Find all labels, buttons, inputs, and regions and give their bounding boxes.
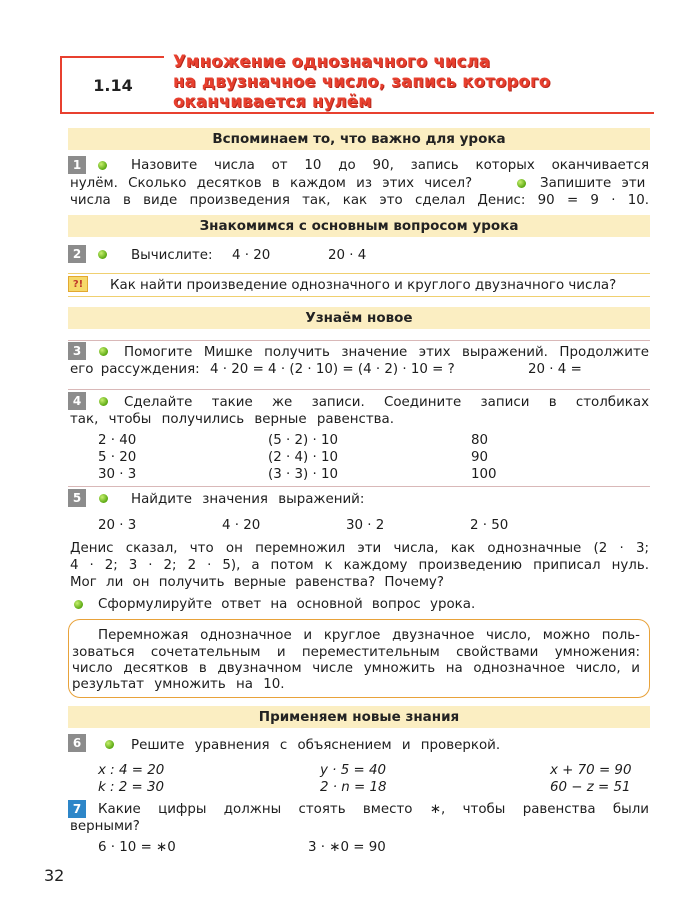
lesson-number-box <box>60 56 164 114</box>
task1-line-4: числа в виде произведения так, как это сделал Денис: 90 = 9 · 10. <box>70 193 649 208</box>
task4-line-2: так, чтобы получились верные равенства. <box>70 412 394 427</box>
task2-text: Вычислите: <box>131 248 213 263</box>
task1-line-1: Назовите числа от 10 до 90, запись которых оканчивается <box>131 158 649 173</box>
task3-line-2a: его рассуждения: <box>70 362 200 377</box>
divider <box>68 389 650 390</box>
rule-line-4: результат умножить на 10. <box>72 677 285 692</box>
task-number-3: 3 <box>68 342 86 360</box>
task6-equation: x : 4 = 20 <box>98 763 165 778</box>
task1-line-3: Запишите эти <box>540 176 646 191</box>
task6-equation: k : 2 = 30 <box>98 780 165 795</box>
task4-col1-item: 2 · 40 <box>98 433 137 448</box>
task7-equation: 3 · ∗0 = 90 <box>308 840 386 855</box>
task-number-1: 1 <box>68 156 86 174</box>
task-number-6: 6 <box>68 734 86 752</box>
task4-col3-item: 90 <box>471 450 489 465</box>
title-underline <box>164 112 654 114</box>
task3-line-2b: 4 · 20 = 4 · (2 · 10) = (4 · 2) · 10 = ? <box>210 362 455 377</box>
task4-col2-item: (5 · 2) · 10 <box>268 433 339 448</box>
task1-line-2: нулём. Сколько десятков в каждом из этих чисел? <box>70 176 473 191</box>
task-number-4: 4 <box>68 392 86 410</box>
task-number-5: 5 <box>68 489 86 507</box>
lesson-title-line-3: оканчивается нулём <box>173 92 372 111</box>
green-dot-icon <box>99 494 108 503</box>
task4-col2-item: (3 · 3) · 10 <box>268 467 339 482</box>
task4-col3-item: 100 <box>471 467 497 482</box>
problem-question-text: Как найти произведение однозначного и круглого двузначного числа? <box>110 278 617 293</box>
task4-col3-item: 80 <box>471 433 489 448</box>
task6-equation: 60 − z = 51 <box>550 780 631 795</box>
task2-expr-1: 4 · 20 <box>232 248 271 263</box>
task6-text: Решите уравнения с объяснением и проверкой. <box>131 738 501 753</box>
task6-equation: y · 5 = 40 <box>320 763 386 778</box>
task7-line-1: Какие цифры должны стоять вместо ∗, чтобы равенства были <box>98 802 649 817</box>
formulate-answer: Сформулируйте ответ на основной вопрос урока. <box>98 597 476 612</box>
task5-para-line-1: Денис сказал, что он перемножил эти числа, как однозначные (2 · 3; <box>70 541 649 556</box>
task3-line-1: Помогите Мишке получить значение этих выражений. Продолжите <box>124 345 649 360</box>
green-dot-icon <box>74 600 83 609</box>
task5-expr: 2 · 50 <box>470 518 509 533</box>
task5-expr: 4 · 20 <box>222 518 261 533</box>
divider <box>68 340 650 341</box>
lesson-number: 1.14 <box>93 75 133 95</box>
task-number-7: 7 <box>68 800 86 818</box>
page-number: 32 <box>44 866 65 885</box>
rule-line-2: зоваться сочетательным и переместительным свойствами умножения: <box>72 645 640 660</box>
task3-line-2c: 20 · 4 = <box>528 362 582 377</box>
lesson-title-line-1: Умножение однозначного числа <box>173 52 491 71</box>
problem-question-badge: ?! <box>68 276 88 292</box>
task2-expr-2: 20 · 4 <box>328 248 367 263</box>
task4-col2-item: (2 · 4) · 10 <box>268 450 339 465</box>
rule-line-1: Перемножая однозначное и круглое двузначное число, можно поль- <box>98 628 640 643</box>
green-dot-icon <box>98 161 107 170</box>
lesson-title-line-2: на двузначное число, запись которого <box>173 72 551 91</box>
green-dot-icon <box>98 250 107 259</box>
task6-equation: x + 70 = 90 <box>550 763 632 778</box>
divider <box>68 486 650 487</box>
task4-col1-item: 5 · 20 <box>98 450 137 465</box>
task5-para-line-2: 4 · 2; 3 · 2; 2 · 5), а потом к каждому произведению приписал нуль. <box>70 558 649 573</box>
section-main-question: Знакомимся с основным вопросом урока <box>68 215 650 237</box>
green-dot-icon <box>99 347 108 356</box>
task4-line-1: Сделайте такие же записи. Соедините записи в столбиках <box>124 395 649 410</box>
task6-equation: 2 · n = 18 <box>320 780 387 795</box>
green-dot-icon <box>517 179 526 188</box>
task5-text: Найдите значения выражений: <box>131 492 365 507</box>
task7-equation: 6 · 10 = ∗0 <box>98 840 176 855</box>
section-learn: Узнаём новое <box>68 307 650 329</box>
section-apply: Применяем новые знания <box>68 706 650 728</box>
task4-col1-item: 30 · 3 <box>98 467 137 482</box>
green-dot-icon <box>105 740 114 749</box>
rule-line-3: число десятков в двузначном числе умножить на однозначное число, и <box>72 661 640 676</box>
task5-expr: 30 · 2 <box>346 518 385 533</box>
task7-line-2: верными? <box>70 819 140 834</box>
green-dot-icon <box>99 397 108 406</box>
task-number-2: 2 <box>68 245 86 263</box>
section-recall: Вспоминаем то, что важно для урока <box>68 128 650 150</box>
task5-para-line-3: Мог ли он получить верные равенства? Почему? <box>70 575 444 590</box>
task5-expr: 20 · 3 <box>98 518 137 533</box>
